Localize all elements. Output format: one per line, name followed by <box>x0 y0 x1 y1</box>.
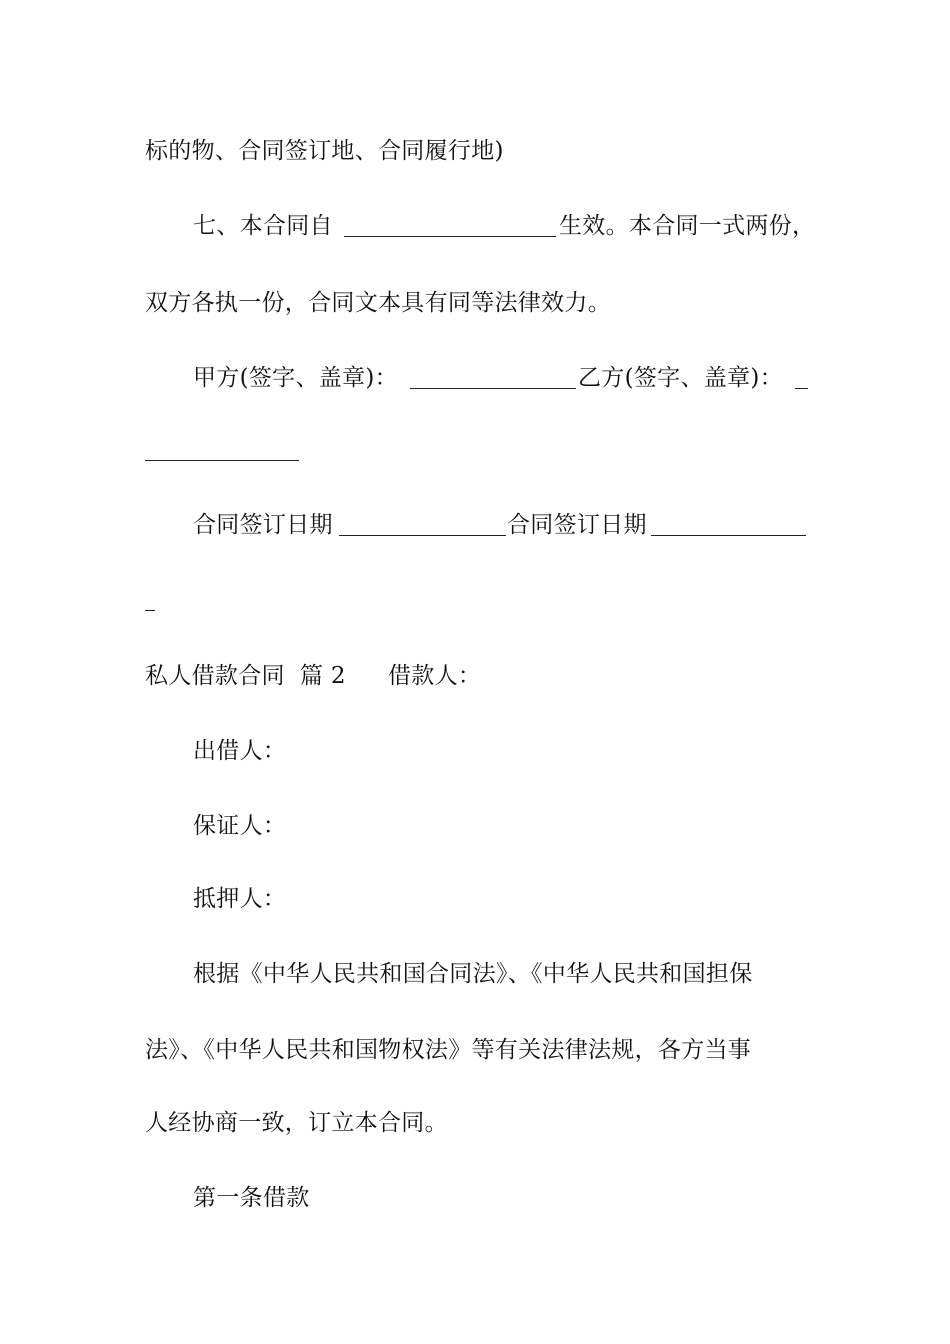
party-b-signature-blank-start <box>795 388 808 389</box>
section-label: 篇 2 <box>300 663 346 689</box>
paragraph-line: 根据《中华人民共和国合同法》、《中华人民共和国担保 <box>193 961 753 987</box>
party-b-date-blank <box>651 535 806 536</box>
paragraph-line: 人经协商一致，订立本合同。 <box>145 1110 448 1136</box>
article-one-heading: 第一条借款 <box>193 1185 310 1211</box>
party-a-date-label: 合同签订日期 <box>193 512 333 538</box>
party-b-signature-blank-continuation <box>145 460 299 461</box>
clause-seven-start: 七、本合同自 <box>193 213 333 239</box>
clause-seven-end: 生效。本合同一式两份， <box>559 213 816 239</box>
guarantor-label: 保证人： <box>193 813 287 839</box>
mortgagor-label: 抵押人： <box>193 886 287 912</box>
lender-label: 出借人： <box>193 738 287 764</box>
effective-date-blank <box>344 236 556 237</box>
paragraph-line: 法》、《中华人民共和国物权法》等有关法律法规，各方当事 <box>145 1037 752 1063</box>
paragraph-line: 双方各执一份，合同文本具有同等法律效力。 <box>145 290 611 316</box>
party-b-signature-label: 乙方(签字、盖章)： <box>578 365 783 391</box>
party-b-date-label: 合同签订日期 <box>507 512 647 538</box>
party-b-date-blank-continuation <box>145 610 155 611</box>
contract-title: 私人借款合同 <box>145 663 285 689</box>
party-a-signature-blank <box>410 388 576 389</box>
party-a-signature-label: 甲方(签字、盖章)： <box>193 365 398 391</box>
party-a-date-blank <box>339 535 506 536</box>
paragraph-line: 标的物、合同签订地、合同履行地) <box>145 138 504 164</box>
borrower-label: 借款人： <box>388 663 482 689</box>
